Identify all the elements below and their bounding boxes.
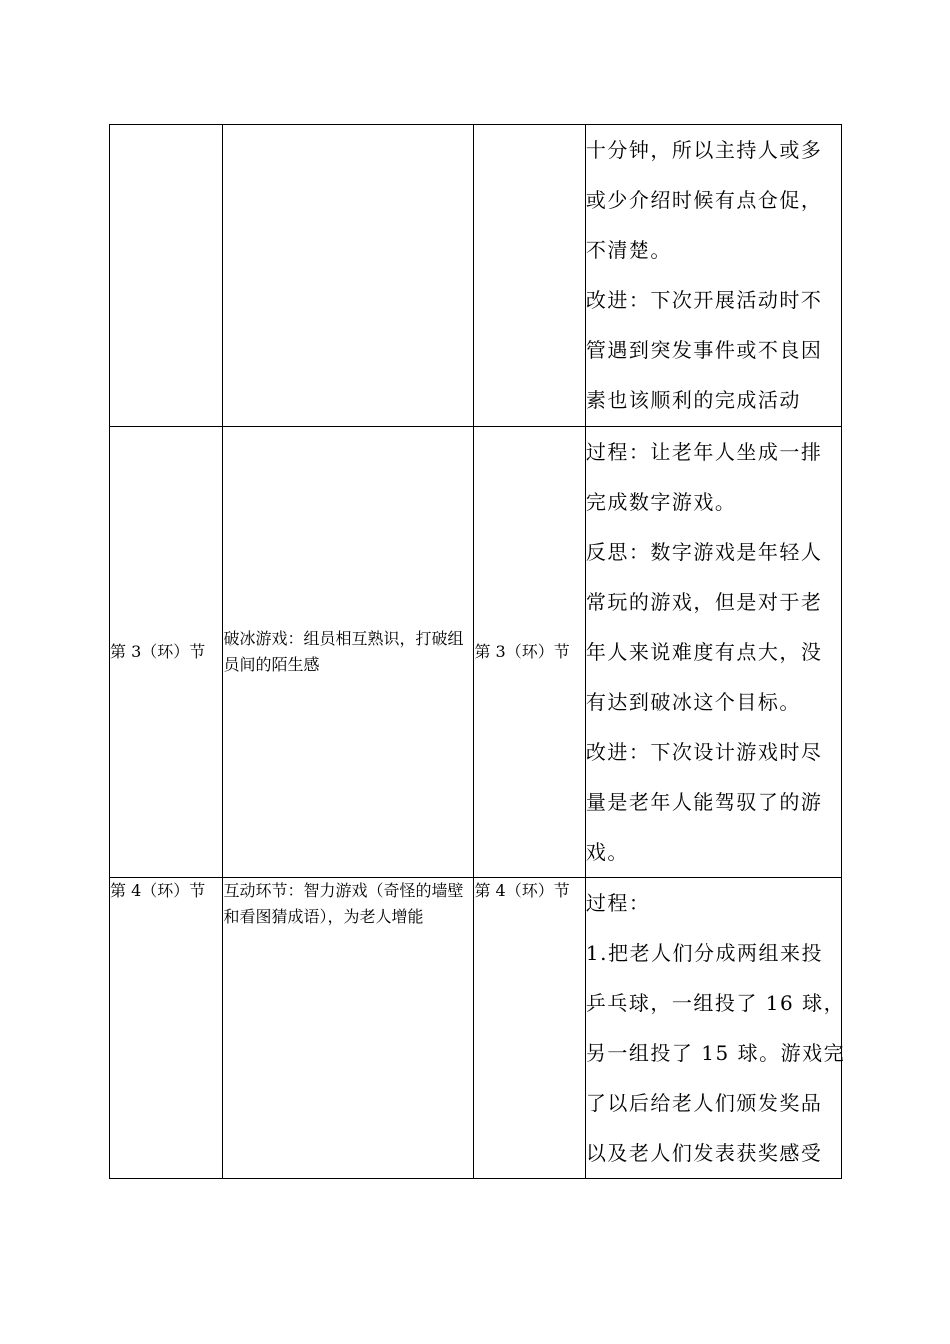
reflection-line: 过程：让老年人坐成一排 (585, 440, 823, 464)
reflection-line: 改进：下次设计游戏时尽 (585, 740, 823, 764)
table-row (110, 878, 842, 1179)
session-cell: 第 4（环）节 (474, 878, 585, 1179)
content-cell (223, 125, 474, 427)
reflection-line: 完成数字游戏。 (585, 490, 737, 514)
reflection-line: 另一组投了 15 球。游戏完 (585, 1041, 846, 1065)
session-cell: 第 4（环）节 (110, 878, 223, 1179)
activity-table (109, 124, 846, 1179)
reflection-line: 1.把老人们分成两组来投 (585, 941, 824, 965)
reflection-cell (585, 125, 841, 427)
reflection-line: 过程： (585, 891, 651, 915)
reflection-line: 或少介绍时候有点仓促， (585, 188, 823, 212)
session-cell: 第 3（环）节 (110, 427, 223, 878)
reflection-line: 不清楚。 (585, 238, 672, 262)
reflection-line: 有达到破冰这个目标。 (585, 690, 801, 714)
reflection-line: 戏。 (585, 840, 629, 864)
reflection-line: 量是老年人能驾驭了的游 (585, 790, 823, 814)
session-cell (474, 125, 585, 427)
reflection-line: 反思：数字游戏是年轻人 (585, 540, 823, 564)
reflection-line: 乒乓球，一组投了 16 球， (585, 991, 846, 1015)
reflection-line: 以及老人们发表获奖感受 (585, 1141, 823, 1165)
session-cell: 第 3（环）节 (474, 427, 585, 878)
reflection-line: 常玩的游戏，但是对于老 (585, 590, 823, 614)
table-row (110, 125, 842, 427)
reflection-line: 改进：下次开展活动时不 (585, 288, 823, 312)
reflection-cell (585, 427, 841, 878)
reflection-line: 素也该顺利的完成活动 (585, 388, 801, 412)
content-cell: 互动环节：智力游戏（奇怪的墙壁和看图猜成语），为老人增能 (223, 878, 474, 1179)
content-cell: 破冰游戏：组员相互熟识，打破组员间的陌生感 (223, 427, 474, 878)
reflection-line: 十分钟，所以主持人或多 (585, 138, 823, 162)
session-cell (110, 125, 223, 427)
table-row (110, 427, 842, 878)
reflection-line: 管遇到突发事件或不良因 (585, 338, 823, 362)
reflection-line: 年人来说难度有点大，没 (585, 640, 823, 664)
reflection-line: 了以后给老人们颁发奖品 (585, 1091, 823, 1115)
reflection-cell (585, 878, 846, 1179)
